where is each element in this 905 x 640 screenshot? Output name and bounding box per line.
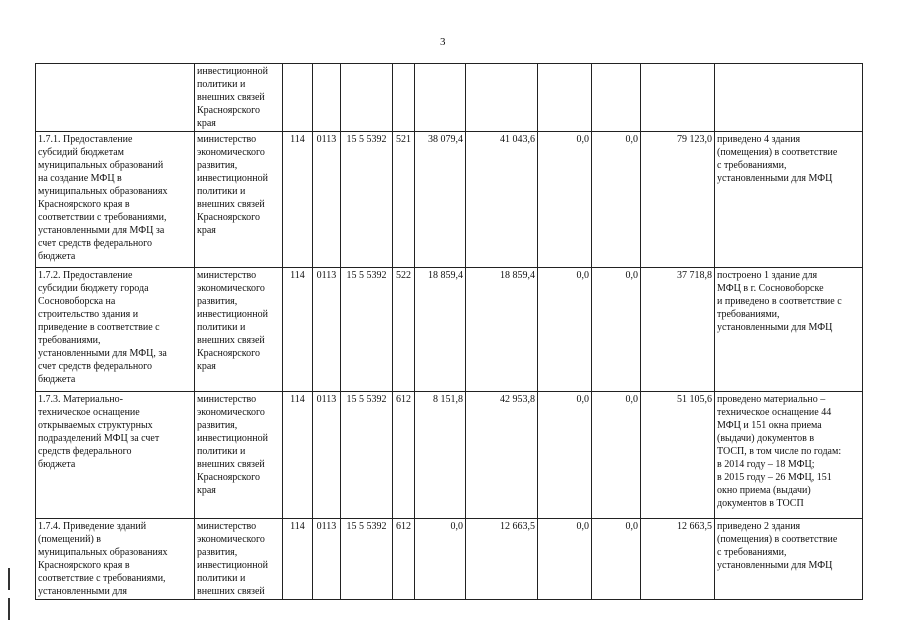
margin-mark: [8, 598, 10, 620]
cell-amount-2016: 0,0: [538, 392, 592, 519]
cell-csr: 15 5 5392: [341, 268, 393, 392]
cell-amount-2015: 18 859,4: [466, 268, 538, 392]
cell-amount-total: 79 123,0: [641, 132, 715, 268]
responsible-organization: министерство экономического развития, инвестиционной политики и внешних связей: [195, 519, 283, 600]
cell-amount-2017: 0,0: [592, 392, 641, 519]
cell-vr: 522: [393, 268, 415, 392]
cell-vr: 612: [393, 392, 415, 519]
cell-amount-2016: [538, 64, 592, 132]
responsible-organization: министерство экономического развития, инвестиционной политики и внешних связей Красноярского края: [195, 268, 283, 392]
cell-amount-2017: 0,0: [592, 519, 641, 600]
row-description: 1.7.2. Предоставление субсидии бюджету города Сосновоборска на строительство здания и приведение в соответствие с требованиями, установленными для МФЦ, за счет средств федерального бюджета: [36, 268, 195, 392]
cell-amount-2017: [592, 64, 641, 132]
cell-amount-2015: 42 953,8: [466, 392, 538, 519]
row-description: [36, 64, 195, 132]
cell-amount-2017: 0,0: [592, 268, 641, 392]
responsible-organization: министерство экономического развития, инвестиционной политики и внешних связей Красноярского края: [195, 132, 283, 268]
table-row: [36, 64, 863, 132]
cell-rzpr: 0113: [313, 132, 341, 268]
row-description: 1.7.4. Приведение зданий (помещений) в муниципальных образованиях Красноярского края в соответствие с требованиями, установленными для: [36, 519, 195, 600]
cell-amount-total: 12 663,5: [641, 519, 715, 600]
cell-amount-2014: 8 151,8: [415, 392, 466, 519]
cell-rzpr: [313, 64, 341, 132]
cell-expected-result: приведено 2 здания (помещения) в соответствие с требованиями, установленными для МФЦ: [715, 519, 863, 600]
cell-grbs: 114: [283, 268, 313, 392]
cell-amount-total: 51 105,6: [641, 392, 715, 519]
cell-grbs: 114: [283, 392, 313, 519]
table-row: [36, 519, 863, 600]
cell-amount-2014: 0,0: [415, 519, 466, 600]
cell-amount-2016: 0,0: [538, 268, 592, 392]
cell-amount-2014: 18 859,4: [415, 268, 466, 392]
cell-amount-2016: 0,0: [538, 519, 592, 600]
program-activities-table: [35, 63, 863, 600]
cell-amount-2015: 41 043,6: [466, 132, 538, 268]
table-row: [36, 132, 863, 268]
cell-csr: 15 5 5392: [341, 132, 393, 268]
cell-amount-2014: 38 079,4: [415, 132, 466, 268]
responsible-organization: инвестиционной политики и внешних связей Красноярского края: [195, 64, 283, 132]
page-number: 3: [440, 36, 446, 48]
cell-expected-result: приведено 4 здания (помещения) в соответствие с требованиями, установленными для МФЦ: [715, 132, 863, 268]
cell-vr: [393, 64, 415, 132]
cell-csr: 15 5 5392: [341, 392, 393, 519]
responsible-organization: министерство экономического развития, инвестиционной политики и внешних связей Красноярского края: [195, 392, 283, 519]
cell-grbs: 114: [283, 519, 313, 600]
cell-amount-total: [641, 64, 715, 132]
cell-expected-result: [715, 64, 863, 132]
cell-vr: 612: [393, 519, 415, 600]
row-description: 1.7.1. Предоставление субсидий бюджетам муниципальных образований на создание МФЦ в муниципальных образованиях Красноярского края в соответствии с требованиями, установленными для МФЦ за счет средств федерального бюджета: [36, 132, 195, 268]
row-description: 1.7.3. Материально- техническое оснащение открываемых структурных подразделений МФЦ за счет средств федерального бюджета: [36, 392, 195, 519]
cell-expected-result: проведено материально – техническое оснащение 44 МФЦ и 151 окна приема (выдачи) документов в ТОСП, в том числе по годам: в 2014 году – 18 МФЦ; в 2015 году – 26 МФЦ, 151 окно приема (выдачи) документов в ТОСП: [715, 392, 863, 519]
cell-csr: 15 5 5392: [341, 519, 393, 600]
table-row: [36, 392, 863, 519]
margin-mark: [8, 568, 10, 590]
cell-amount-2017: 0,0: [592, 132, 641, 268]
cell-amount-total: 37 718,8: [641, 268, 715, 392]
cell-amount-2015: [466, 64, 538, 132]
cell-amount-2015: 12 663,5: [466, 519, 538, 600]
cell-amount-2014: [415, 64, 466, 132]
cell-csr: [341, 64, 393, 132]
cell-grbs: 114: [283, 132, 313, 268]
cell-expected-result: построено 1 здание для МФЦ в г. Сосновоборске и приведено в соответствие с требованиями, установленными для МФЦ: [715, 268, 863, 392]
table-row: [36, 268, 863, 392]
cell-rzpr: 0113: [313, 519, 341, 600]
cell-amount-2016: 0,0: [538, 132, 592, 268]
cell-rzpr: 0113: [313, 392, 341, 519]
cell-grbs: [283, 64, 313, 132]
cell-rzpr: 0113: [313, 268, 341, 392]
cell-vr: 521: [393, 132, 415, 268]
